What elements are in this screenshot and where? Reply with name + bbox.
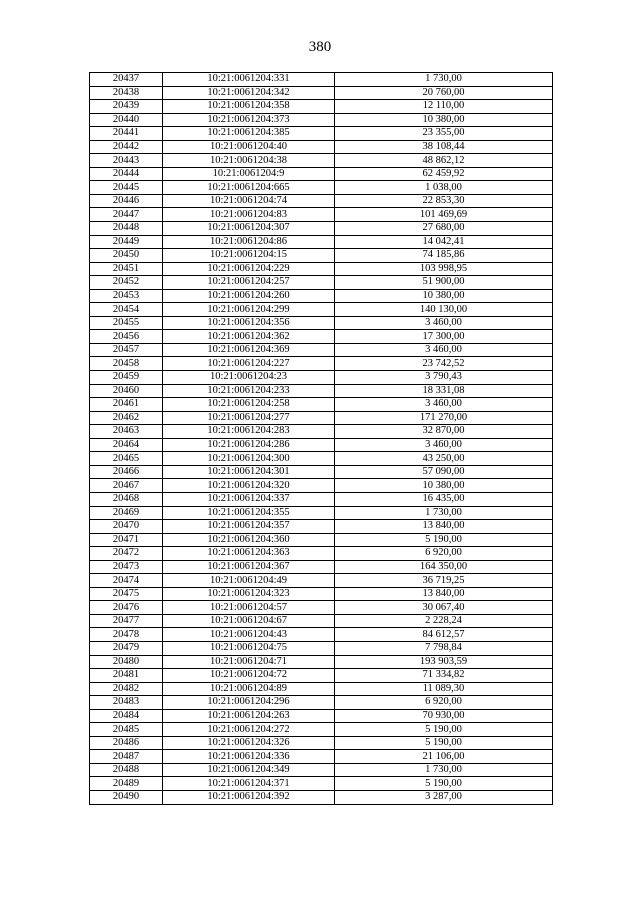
value-cell: 57 090,00 bbox=[335, 465, 553, 479]
cadastral-number-cell: 10:21:0061204:300 bbox=[163, 452, 335, 466]
table-row bbox=[90, 425, 553, 439]
table-row bbox=[90, 533, 553, 547]
row-number-cell: 20467 bbox=[90, 479, 163, 493]
cadastral-number-cell: 10:21:0061204:74 bbox=[163, 194, 335, 208]
table-row bbox=[90, 479, 553, 493]
table-row bbox=[90, 750, 553, 764]
cadastral-number-cell: 10:21:0061204:43 bbox=[163, 628, 335, 642]
table-row bbox=[90, 140, 553, 154]
value-cell: 10 380,00 bbox=[335, 113, 553, 127]
cadastral-number-cell: 10:21:0061204:9 bbox=[163, 167, 335, 181]
cadastral-number-cell: 10:21:0061204:283 bbox=[163, 425, 335, 439]
cadastral-number-cell: 10:21:0061204:67 bbox=[163, 614, 335, 628]
table-row bbox=[90, 790, 553, 804]
cadastral-number-cell: 10:21:0061204:260 bbox=[163, 289, 335, 303]
value-cell: 3 287,00 bbox=[335, 790, 553, 804]
row-number-cell: 20471 bbox=[90, 533, 163, 547]
table-row bbox=[90, 506, 553, 520]
table-row bbox=[90, 303, 553, 317]
cadastral-number-cell: 10:21:0061204:233 bbox=[163, 384, 335, 398]
row-number-cell: 20486 bbox=[90, 736, 163, 750]
cadastral-number-cell: 10:21:0061204:326 bbox=[163, 736, 335, 750]
value-cell: 1 730,00 bbox=[335, 73, 553, 87]
cadastral-number-cell: 10:21:0061204:72 bbox=[163, 669, 335, 683]
table-row bbox=[90, 222, 553, 236]
registry-table-body bbox=[90, 73, 553, 805]
value-cell: 71 334,82 bbox=[335, 669, 553, 683]
cadastral-number-cell: 10:21:0061204:392 bbox=[163, 790, 335, 804]
row-number-cell: 20483 bbox=[90, 696, 163, 710]
row-number-cell: 20472 bbox=[90, 547, 163, 561]
cadastral-number-cell: 10:21:0061204:229 bbox=[163, 262, 335, 276]
table-row bbox=[90, 438, 553, 452]
table-row bbox=[90, 208, 553, 222]
value-cell: 62 459,92 bbox=[335, 167, 553, 181]
table-row bbox=[90, 465, 553, 479]
table-row bbox=[90, 343, 553, 357]
table-row bbox=[90, 723, 553, 737]
cadastral-number-cell: 10:21:0061204:23 bbox=[163, 371, 335, 385]
value-cell: 22 853,30 bbox=[335, 194, 553, 208]
table-row bbox=[90, 194, 553, 208]
row-number-cell: 20474 bbox=[90, 574, 163, 588]
table-row bbox=[90, 371, 553, 385]
cadastral-number-cell: 10:21:0061204:373 bbox=[163, 113, 335, 127]
table-row bbox=[90, 235, 553, 249]
value-cell: 13 840,00 bbox=[335, 587, 553, 601]
table-row bbox=[90, 641, 553, 655]
cadastral-number-cell: 10:21:0061204:57 bbox=[163, 601, 335, 615]
table-row bbox=[90, 777, 553, 791]
cadastral-number-cell: 10:21:0061204:356 bbox=[163, 316, 335, 330]
cadastral-number-cell: 10:21:0061204:272 bbox=[163, 723, 335, 737]
row-number-cell: 20479 bbox=[90, 641, 163, 655]
value-cell: 3 460,00 bbox=[335, 438, 553, 452]
row-number-cell: 20477 bbox=[90, 614, 163, 628]
value-cell: 3 460,00 bbox=[335, 398, 553, 412]
cadastral-number-cell: 10:21:0061204:263 bbox=[163, 709, 335, 723]
cadastral-number-cell: 10:21:0061204:331 bbox=[163, 73, 335, 87]
row-number-cell: 20448 bbox=[90, 222, 163, 236]
table-row bbox=[90, 113, 553, 127]
value-cell: 1 730,00 bbox=[335, 763, 553, 777]
row-number-cell: 20454 bbox=[90, 303, 163, 317]
cadastral-number-cell: 10:21:0061204:299 bbox=[163, 303, 335, 317]
cadastral-number-cell: 10:21:0061204:337 bbox=[163, 492, 335, 506]
cadastral-number-cell: 10:21:0061204:40 bbox=[163, 140, 335, 154]
value-cell: 13 840,00 bbox=[335, 520, 553, 534]
cadastral-number-cell: 10:21:0061204:258 bbox=[163, 398, 335, 412]
table-row bbox=[90, 167, 553, 181]
table-row bbox=[90, 181, 553, 195]
table-row bbox=[90, 249, 553, 263]
value-cell: 48 862,12 bbox=[335, 154, 553, 168]
value-cell: 36 719,25 bbox=[335, 574, 553, 588]
value-cell: 84 612,57 bbox=[335, 628, 553, 642]
table-row bbox=[90, 289, 553, 303]
cadastral-number-cell: 10:21:0061204:38 bbox=[163, 154, 335, 168]
table-row bbox=[90, 669, 553, 683]
value-cell: 10 380,00 bbox=[335, 479, 553, 493]
value-cell: 5 190,00 bbox=[335, 777, 553, 791]
value-cell: 32 870,00 bbox=[335, 425, 553, 439]
value-cell: 3 460,00 bbox=[335, 316, 553, 330]
cadastral-number-cell: 10:21:0061204:369 bbox=[163, 343, 335, 357]
value-cell: 140 130,00 bbox=[335, 303, 553, 317]
row-number-cell: 20449 bbox=[90, 235, 163, 249]
table-row bbox=[90, 614, 553, 628]
row-number-cell: 20442 bbox=[90, 140, 163, 154]
row-number-cell: 20482 bbox=[90, 682, 163, 696]
value-cell: 70 930,00 bbox=[335, 709, 553, 723]
row-number-cell: 20438 bbox=[90, 86, 163, 100]
value-cell: 14 042,41 bbox=[335, 235, 553, 249]
table-row bbox=[90, 709, 553, 723]
cadastral-number-cell: 10:21:0061204:358 bbox=[163, 100, 335, 114]
row-number-cell: 20453 bbox=[90, 289, 163, 303]
cadastral-number-cell: 10:21:0061204:277 bbox=[163, 411, 335, 425]
value-cell: 12 110,00 bbox=[335, 100, 553, 114]
value-cell: 5 190,00 bbox=[335, 533, 553, 547]
table-row bbox=[90, 560, 553, 574]
cadastral-number-cell: 10:21:0061204:86 bbox=[163, 235, 335, 249]
value-cell: 74 185,86 bbox=[335, 249, 553, 263]
table-row bbox=[90, 384, 553, 398]
cadastral-number-cell: 10:21:0061204:320 bbox=[163, 479, 335, 493]
cadastral-number-cell: 10:21:0061204:665 bbox=[163, 181, 335, 195]
cadastral-number-cell: 10:21:0061204:367 bbox=[163, 560, 335, 574]
cadastral-number-cell: 10:21:0061204:349 bbox=[163, 763, 335, 777]
table-row bbox=[90, 316, 553, 330]
table-row bbox=[90, 682, 553, 696]
table-row bbox=[90, 411, 553, 425]
cadastral-number-cell: 10:21:0061204:15 bbox=[163, 249, 335, 263]
table-row bbox=[90, 276, 553, 290]
row-number-cell: 20450 bbox=[90, 249, 163, 263]
table-row bbox=[90, 86, 553, 100]
row-number-cell: 20461 bbox=[90, 398, 163, 412]
row-number-cell: 20464 bbox=[90, 438, 163, 452]
value-cell: 27 680,00 bbox=[335, 222, 553, 236]
cadastral-number-cell: 10:21:0061204:227 bbox=[163, 357, 335, 371]
value-cell: 7 798,84 bbox=[335, 641, 553, 655]
row-number-cell: 20455 bbox=[90, 316, 163, 330]
row-number-cell: 20440 bbox=[90, 113, 163, 127]
value-cell: 16 435,00 bbox=[335, 492, 553, 506]
row-number-cell: 20478 bbox=[90, 628, 163, 642]
cadastral-number-cell: 10:21:0061204:307 bbox=[163, 222, 335, 236]
row-number-cell: 20469 bbox=[90, 506, 163, 520]
value-cell: 1 730,00 bbox=[335, 506, 553, 520]
value-cell: 38 108,44 bbox=[335, 140, 553, 154]
row-number-cell: 20439 bbox=[90, 100, 163, 114]
value-cell: 43 250,00 bbox=[335, 452, 553, 466]
value-cell: 30 067,40 bbox=[335, 601, 553, 615]
value-cell: 6 920,00 bbox=[335, 547, 553, 561]
cadastral-number-cell: 10:21:0061204:363 bbox=[163, 547, 335, 561]
table-row bbox=[90, 587, 553, 601]
table-row bbox=[90, 763, 553, 777]
row-number-cell: 20441 bbox=[90, 127, 163, 141]
value-cell: 21 106,00 bbox=[335, 750, 553, 764]
row-number-cell: 20462 bbox=[90, 411, 163, 425]
row-number-cell: 20484 bbox=[90, 709, 163, 723]
value-cell: 1 038,00 bbox=[335, 181, 553, 195]
row-number-cell: 20488 bbox=[90, 763, 163, 777]
value-cell: 5 190,00 bbox=[335, 723, 553, 737]
row-number-cell: 20475 bbox=[90, 587, 163, 601]
row-number-cell: 20445 bbox=[90, 181, 163, 195]
value-cell: 2 228,24 bbox=[335, 614, 553, 628]
cadastral-number-cell: 10:21:0061204:301 bbox=[163, 465, 335, 479]
table-row bbox=[90, 330, 553, 344]
value-cell: 23 355,00 bbox=[335, 127, 553, 141]
row-number-cell: 20476 bbox=[90, 601, 163, 615]
table-row bbox=[90, 262, 553, 276]
value-cell: 171 270,00 bbox=[335, 411, 553, 425]
cadastral-number-cell: 10:21:0061204:360 bbox=[163, 533, 335, 547]
cadastral-number-cell: 10:21:0061204:89 bbox=[163, 682, 335, 696]
row-number-cell: 20487 bbox=[90, 750, 163, 764]
row-number-cell: 20473 bbox=[90, 560, 163, 574]
table-row bbox=[90, 73, 553, 87]
table-row bbox=[90, 452, 553, 466]
cadastral-number-cell: 10:21:0061204:355 bbox=[163, 506, 335, 520]
table-row bbox=[90, 601, 553, 615]
cadastral-number-cell: 10:21:0061204:336 bbox=[163, 750, 335, 764]
row-number-cell: 20452 bbox=[90, 276, 163, 290]
registry-table bbox=[89, 72, 553, 805]
value-cell: 5 190,00 bbox=[335, 736, 553, 750]
value-cell: 51 900,00 bbox=[335, 276, 553, 290]
cadastral-number-cell: 10:21:0061204:75 bbox=[163, 641, 335, 655]
row-number-cell: 20468 bbox=[90, 492, 163, 506]
table-row bbox=[90, 696, 553, 710]
row-number-cell: 20489 bbox=[90, 777, 163, 791]
row-number-cell: 20456 bbox=[90, 330, 163, 344]
row-number-cell: 20457 bbox=[90, 343, 163, 357]
table-row bbox=[90, 398, 553, 412]
table-row bbox=[90, 655, 553, 669]
table-row bbox=[90, 100, 553, 114]
value-cell: 18 331,08 bbox=[335, 384, 553, 398]
row-number-cell: 20444 bbox=[90, 167, 163, 181]
table-row bbox=[90, 154, 553, 168]
cadastral-number-cell: 10:21:0061204:83 bbox=[163, 208, 335, 222]
value-cell: 6 920,00 bbox=[335, 696, 553, 710]
cadastral-number-cell: 10:21:0061204:371 bbox=[163, 777, 335, 791]
value-cell: 164 350,00 bbox=[335, 560, 553, 574]
value-cell: 101 469,69 bbox=[335, 208, 553, 222]
row-number-cell: 20470 bbox=[90, 520, 163, 534]
value-cell: 193 903,59 bbox=[335, 655, 553, 669]
table-row bbox=[90, 574, 553, 588]
row-number-cell: 20451 bbox=[90, 262, 163, 276]
cadastral-number-cell: 10:21:0061204:342 bbox=[163, 86, 335, 100]
table-row bbox=[90, 628, 553, 642]
row-number-cell: 20446 bbox=[90, 194, 163, 208]
table-row bbox=[90, 492, 553, 506]
value-cell: 17 300,00 bbox=[335, 330, 553, 344]
row-number-cell: 20465 bbox=[90, 452, 163, 466]
cadastral-number-cell: 10:21:0061204:362 bbox=[163, 330, 335, 344]
cadastral-number-cell: 10:21:0061204:385 bbox=[163, 127, 335, 141]
value-cell: 3 790,43 bbox=[335, 371, 553, 385]
value-cell: 23 742,52 bbox=[335, 357, 553, 371]
value-cell: 103 998,95 bbox=[335, 262, 553, 276]
cadastral-number-cell: 10:21:0061204:49 bbox=[163, 574, 335, 588]
cadastral-number-cell: 10:21:0061204:296 bbox=[163, 696, 335, 710]
value-cell: 11 089,30 bbox=[335, 682, 553, 696]
row-number-cell: 20485 bbox=[90, 723, 163, 737]
value-cell: 20 760,00 bbox=[335, 86, 553, 100]
cadastral-number-cell: 10:21:0061204:257 bbox=[163, 276, 335, 290]
row-number-cell: 20447 bbox=[90, 208, 163, 222]
row-number-cell: 20443 bbox=[90, 154, 163, 168]
table-row bbox=[90, 357, 553, 371]
row-number-cell: 20458 bbox=[90, 357, 163, 371]
row-number-cell: 20460 bbox=[90, 384, 163, 398]
value-cell: 3 460,00 bbox=[335, 343, 553, 357]
row-number-cell: 20466 bbox=[90, 465, 163, 479]
row-number-cell: 20481 bbox=[90, 669, 163, 683]
value-cell: 10 380,00 bbox=[335, 289, 553, 303]
row-number-cell: 20459 bbox=[90, 371, 163, 385]
table-row bbox=[90, 736, 553, 750]
cadastral-number-cell: 10:21:0061204:71 bbox=[163, 655, 335, 669]
row-number-cell: 20480 bbox=[90, 655, 163, 669]
row-number-cell: 20490 bbox=[90, 790, 163, 804]
cadastral-number-cell: 10:21:0061204:286 bbox=[163, 438, 335, 452]
table-row bbox=[90, 520, 553, 534]
table-row bbox=[90, 547, 553, 561]
cadastral-number-cell: 10:21:0061204:323 bbox=[163, 587, 335, 601]
row-number-cell: 20437 bbox=[90, 73, 163, 87]
page-number: 380 bbox=[308, 39, 332, 55]
row-number-cell: 20463 bbox=[90, 425, 163, 439]
cadastral-number-cell: 10:21:0061204:357 bbox=[163, 520, 335, 534]
table-row bbox=[90, 127, 553, 141]
